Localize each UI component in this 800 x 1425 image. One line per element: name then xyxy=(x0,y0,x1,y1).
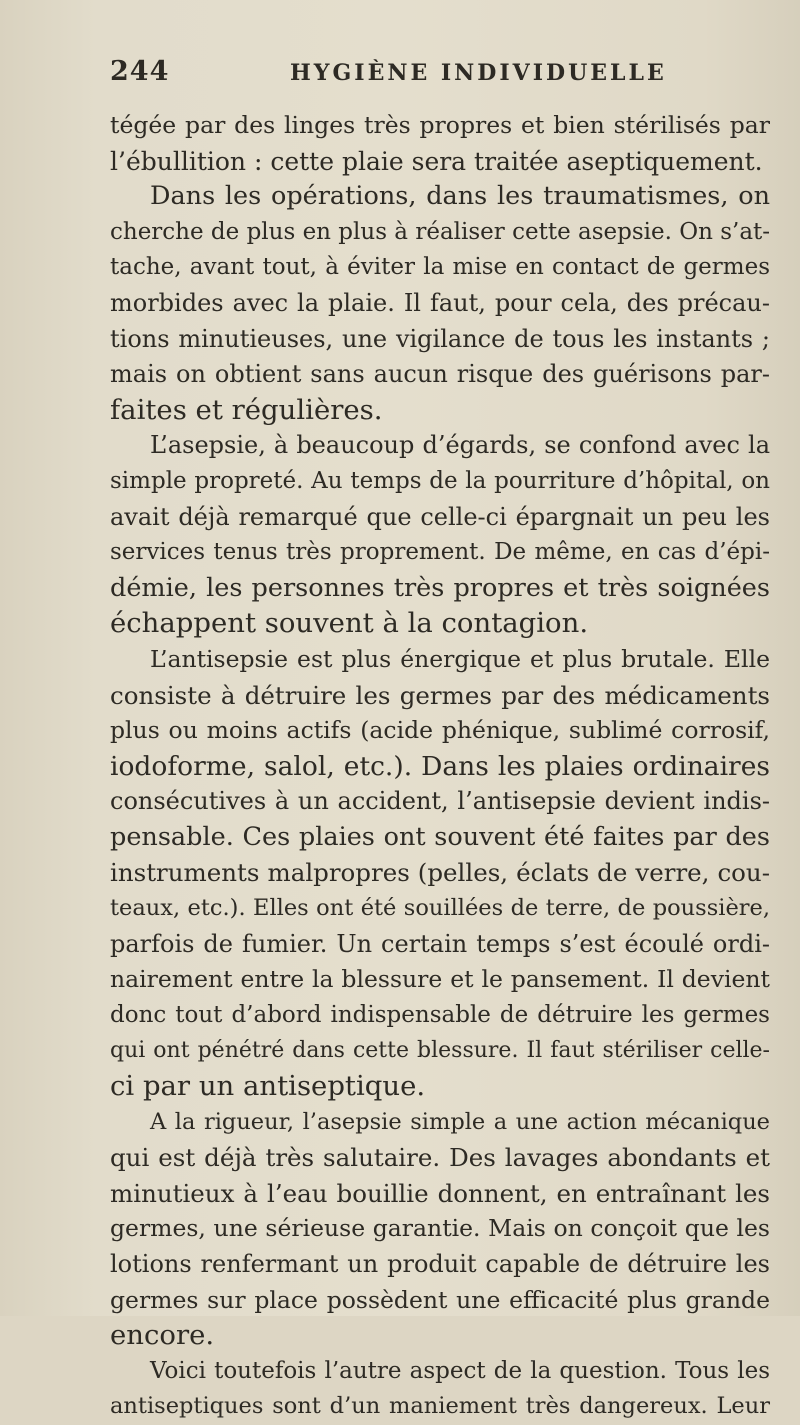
text-line: Voici toutefois l’autre aspect de la question. Tous les xyxy=(150,1357,770,1384)
text-line: pensable. Ces plaies ont souvent été faites par des xyxy=(110,821,770,852)
text-line: parfois de fumier. Un certain temps s’est écoulé ordi- xyxy=(110,929,770,958)
text-line: avait déjà remarqué que celle-ci épargnait un peu les xyxy=(110,502,770,531)
text-line: Dans les opérations, dans les traumatismes, on xyxy=(150,181,770,212)
text-line: L’asepsie, à beaucoup d’égards, se confond avec la xyxy=(150,431,770,460)
text-line: cherche de plus en plus à réaliser cette asepsie. On s’at- xyxy=(110,218,771,245)
paragraph xyxy=(110,1354,770,1425)
text-line: qui est déjà très salutaire. Des lavages abondants et xyxy=(110,1143,770,1173)
text-line: services tenus très proprement. De même, en cas d’épi- xyxy=(110,539,770,566)
text-line: nairement entre la blessure et le pansement. Il devient xyxy=(110,965,770,994)
text-line: donc tout d’abord indispensable de détruire les germes xyxy=(110,1001,770,1028)
text-line: minutieux à l’eau bouillie donnent, en entraînant les xyxy=(110,1178,770,1208)
paragraph xyxy=(110,108,770,179)
text-line: échappent souvent à la contagion. xyxy=(110,607,589,640)
body-text xyxy=(110,108,770,1425)
text-line: consiste à détruire les germes par des médicaments xyxy=(110,680,770,710)
text-line: morbides avec la plaie. Il faut, pour cela, des précau- xyxy=(110,288,770,317)
text-line: mais on obtient sans aucun risque des guérisons par- xyxy=(110,360,770,389)
text-line: l’ébullition : cette plaie sera traitée aseptiquement. xyxy=(110,146,763,176)
page-number: 244 xyxy=(110,56,170,87)
text-line: teaux, etc.). Elles ont été souillées de terre, de poussière, xyxy=(110,895,770,922)
text-line: faites et régulières. xyxy=(110,393,383,426)
text-line: consécutives à un accident, l’antisepsie devient indis- xyxy=(110,787,770,816)
text-line: ci par un antiseptique. xyxy=(110,1070,426,1103)
text-line: encore. xyxy=(110,1319,215,1352)
text-line: tions minutieuses, une vigilance de tous les instants ; xyxy=(110,324,770,353)
text-line: A la rigueur, l’asepsie simple a une action mécanique xyxy=(150,1108,770,1135)
text-line: iodoforme, salol, etc.). Dans les plaies ordinaires xyxy=(110,750,770,782)
text-line: tégée par des linges très propres et bien stérilisés par xyxy=(110,111,770,139)
paragraph xyxy=(110,179,770,428)
paragraph xyxy=(110,642,770,1105)
paragraph xyxy=(110,1105,770,1354)
text-line: simple propreté. Au temps de la pourriture d’hôpital, on xyxy=(110,467,770,494)
text-line: tache, avant tout, à éviter la mise en contact de germes xyxy=(110,254,770,281)
text-line: qui ont pénétré dans cette blessure. Il faut stériliser celle- xyxy=(110,1038,770,1064)
page-header xyxy=(110,56,770,92)
text-line: germes, une sérieuse garantie. Mais on conçoit que les xyxy=(110,1214,770,1243)
paragraph xyxy=(110,428,770,642)
running-title: HYGIÈNE INDIVIDUELLE xyxy=(290,60,667,86)
text-line: germes sur place possèdent une efficacité plus grande xyxy=(110,1285,770,1314)
text-line: instruments malpropres (pelles, éclats de verre, cou- xyxy=(110,858,770,888)
text-line: lotions renfermant un produit capable de détruire les xyxy=(110,1250,770,1278)
text-line: plus ou moins actifs (acide phénique, sublimé corrosif, xyxy=(110,716,770,745)
text-line: démie, les personnes très propres et très soignées xyxy=(110,572,770,603)
text-line: L’antisepsie est plus énergique et plus brutale. Elle xyxy=(150,644,770,673)
text-line: antiseptiques sont d’un maniement très dangereux. Leur xyxy=(110,1393,770,1420)
